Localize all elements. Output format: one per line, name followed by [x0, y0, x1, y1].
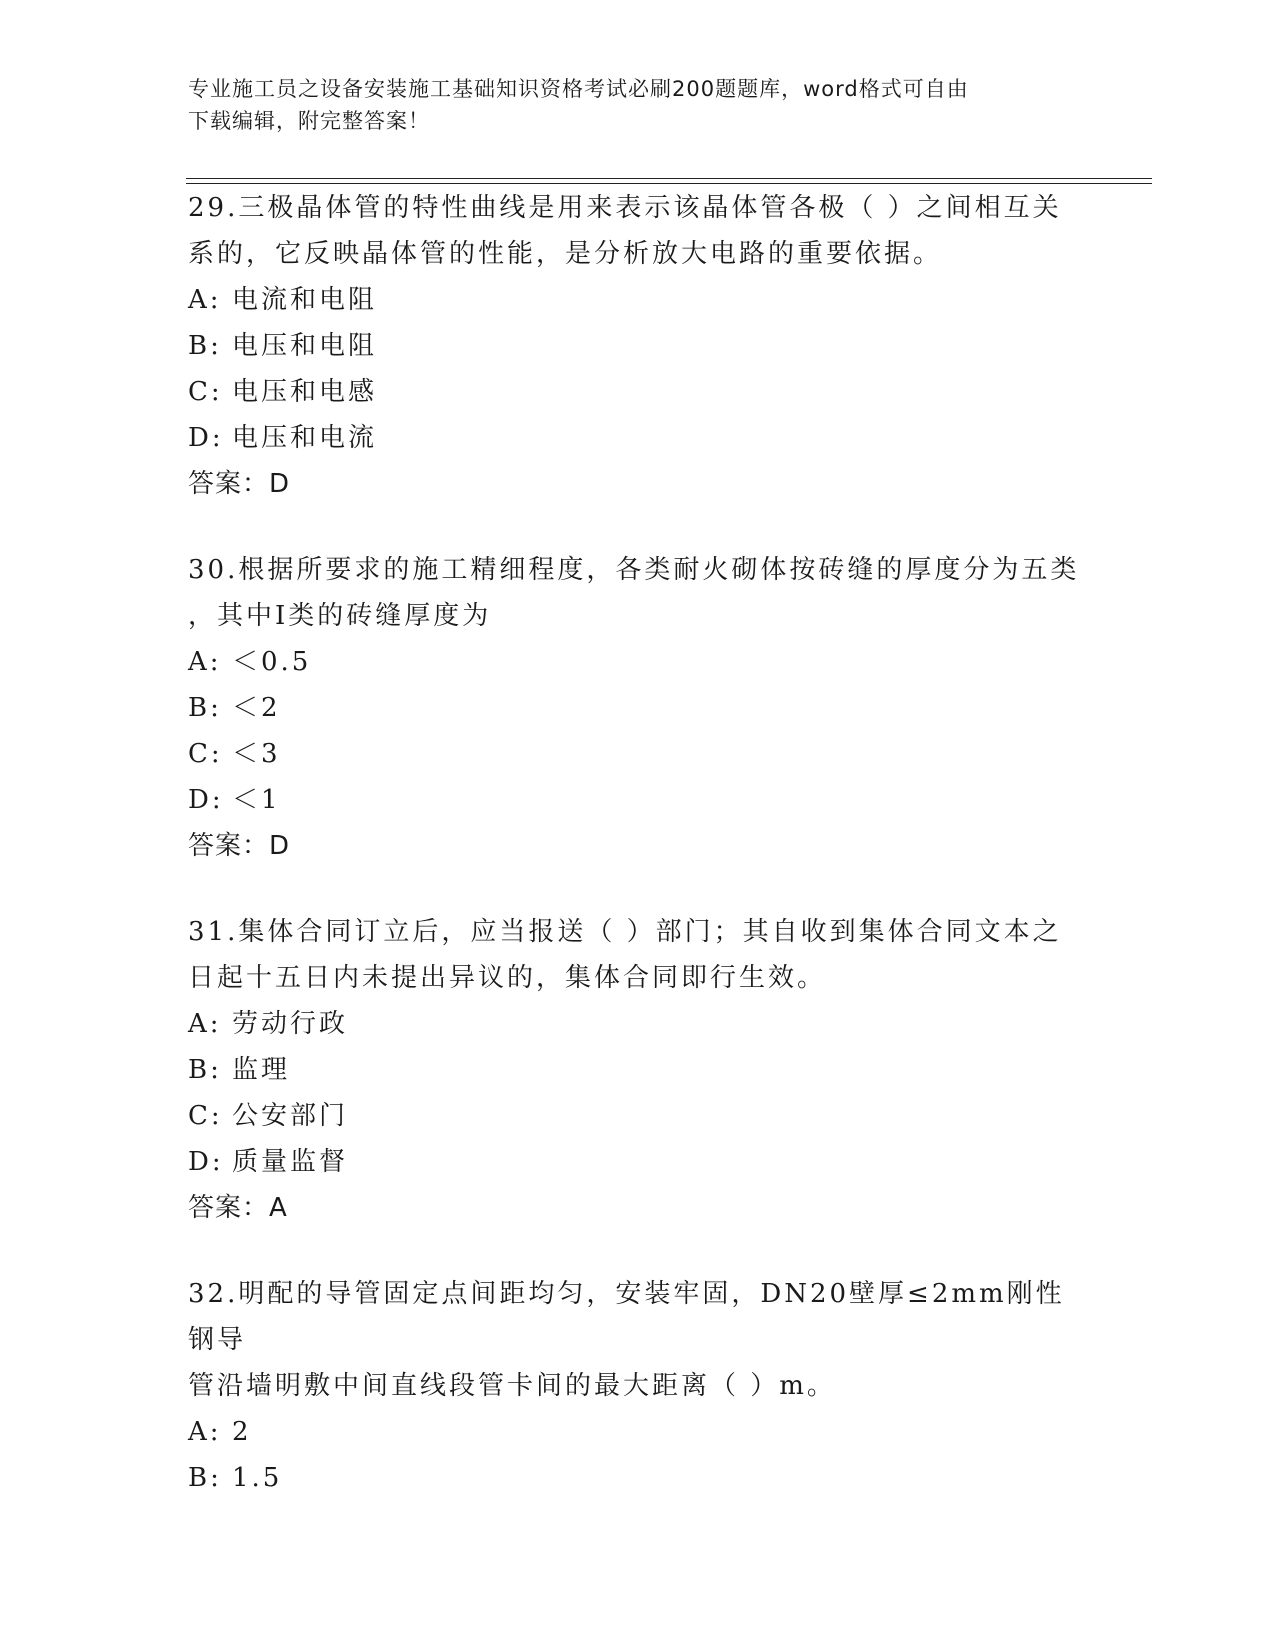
option-b [188, 1455, 1088, 1501]
question-32 [188, 1271, 1088, 1501]
question-text-line-2: 管沿墙明敷中间直线段管卡间的最大距离（ ）m。 [188, 1371, 836, 1401]
option-label: B: [188, 331, 222, 361]
option-d [188, 777, 1088, 823]
option-label: A: [188, 1417, 222, 1447]
option-text: 电压和电流 [232, 423, 378, 453]
question-30 [188, 547, 1088, 869]
option-d [188, 415, 1088, 461]
answer: 答案：D [188, 469, 291, 499]
option-text: ＜2 [232, 693, 281, 723]
option-a [188, 277, 1088, 323]
option-text: 监理 [232, 1055, 291, 1085]
option-b [188, 1047, 1088, 1093]
option-text: 劳动行政 [232, 1009, 349, 1039]
option-a [188, 1001, 1088, 1047]
option-text: 2 [232, 1417, 252, 1447]
answer: 答案：D [188, 831, 291, 861]
question-text-line-1: 29.三极晶体管的特性曲线是用来表示该晶体管各极（ ）之间相互关 [188, 193, 1062, 223]
option-text: 质量监督 [232, 1147, 349, 1177]
header-line-2: 下载编辑，附完整答案！ [188, 109, 430, 133]
question-text-line-2: ，其中Ⅰ类的砖缝厚度为 [188, 601, 492, 631]
option-label: C: [188, 377, 223, 407]
answer: 答案：A [188, 1193, 288, 1223]
option-text: 公安部门 [232, 1101, 349, 1131]
option-label: C: [188, 739, 223, 769]
question-text-line-1: 30.根据所要求的施工精细程度，各类耐火砌体按砖缝的厚度分为五类 [188, 555, 1080, 585]
option-text: 电压和电感 [232, 377, 378, 407]
document-header [188, 73, 1088, 137]
option-b [188, 685, 1088, 731]
option-label: A: [188, 285, 222, 315]
option-label: B: [188, 1463, 222, 1493]
option-text: 1.5 [232, 1463, 283, 1493]
option-text: ＜0.5 [232, 647, 312, 677]
question-text-line-1: 32.明配的导管固定点间距均匀，安装牢固，DN20壁厚≤2mm刚性钢导 [188, 1279, 1065, 1355]
option-a [188, 639, 1088, 685]
option-text: 电压和电阻 [232, 331, 378, 361]
option-c [188, 1093, 1088, 1139]
option-label: B: [188, 693, 222, 723]
option-text: ＜1 [232, 785, 281, 815]
header-divider-top [186, 178, 1152, 179]
option-label: C: [188, 1101, 223, 1131]
option-label: B: [188, 1055, 222, 1085]
option-label: D: [188, 423, 224, 453]
option-label: A: [188, 647, 222, 677]
option-text: ＜3 [232, 739, 281, 769]
header-line-1: 专业施工员之设备安装施工基础知识资格考试必刷200题题库，word格式可自由 [188, 77, 969, 101]
option-a [188, 1409, 1088, 1455]
header-divider-bottom [186, 183, 1152, 184]
option-label: D: [188, 1147, 224, 1177]
question-text-line-2: 系的，它反映晶体管的性能，是分析放大电路的重要依据。 [188, 239, 943, 269]
option-d [188, 1139, 1088, 1185]
option-label: A: [188, 1009, 222, 1039]
option-label: D: [188, 785, 224, 815]
option-text: 电流和电阻 [232, 285, 378, 315]
option-c [188, 369, 1088, 415]
question-31 [188, 909, 1088, 1231]
option-c [188, 731, 1088, 777]
question-29 [188, 185, 1088, 507]
option-b [188, 323, 1088, 369]
question-text-line-1: 31.集体合同订立后，应当报送（ ）部门；其自收到集体合同文本之 [188, 917, 1062, 947]
question-text-line-2: 日起十五日内未提出异议的，集体合同即行生效。 [188, 963, 827, 993]
